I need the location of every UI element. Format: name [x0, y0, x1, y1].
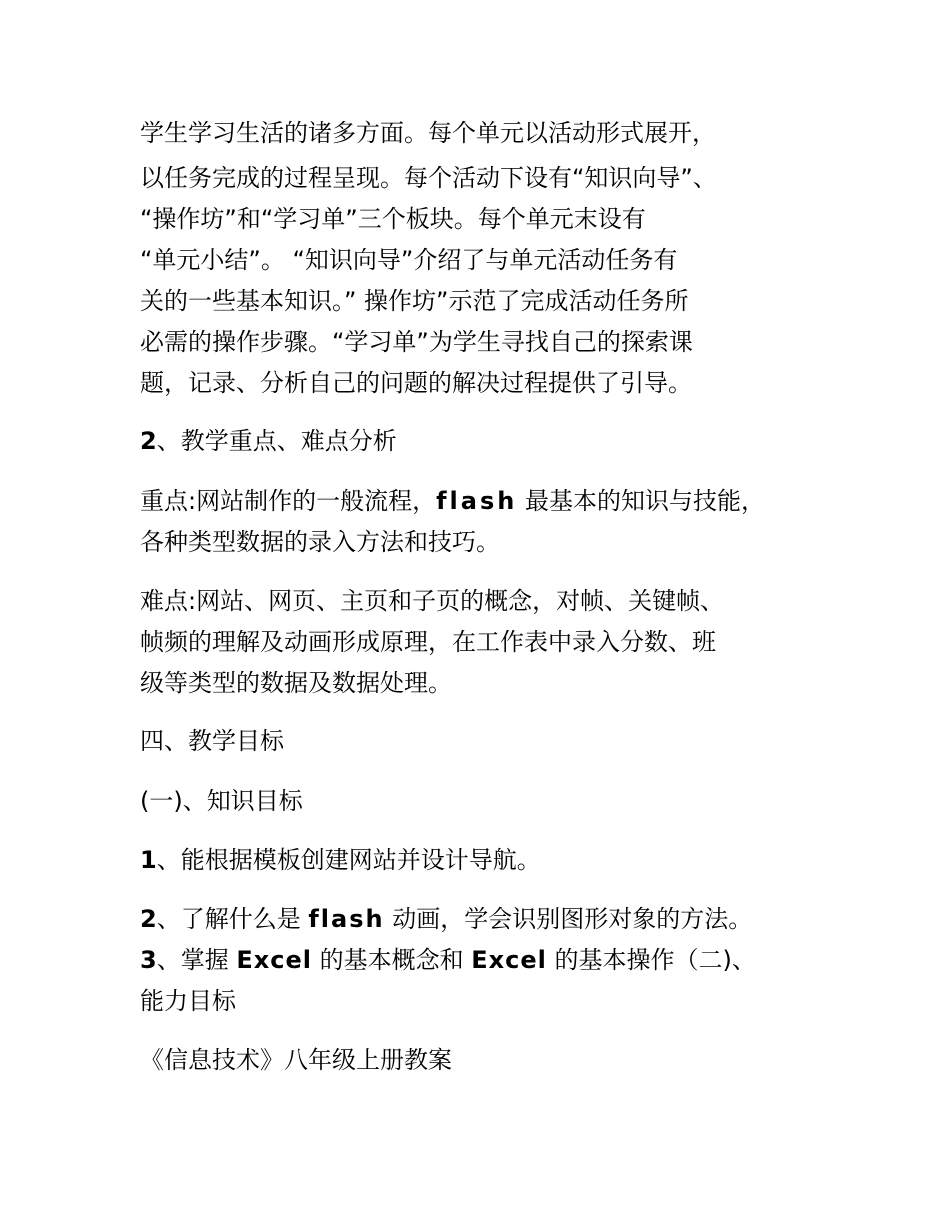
flash-term: flash: [308, 905, 385, 933]
goal-item-3: [140, 948, 756, 972]
goal-text-cont: 动画，学会识别图形对象的方法。: [384, 905, 753, 933]
intro-line-1: 学生学习生活的诸多方面。每个单元以活动形式展开，: [140, 119, 716, 147]
difficulties-line-2: 帧频的理解及动画形成原理，在工作表中录入分数、班: [140, 628, 716, 656]
goal-text: 、了解什么是: [156, 905, 309, 933]
intro-line-3: “操作坊”和“学习单”三个板块。每个单元末设有: [140, 205, 646, 233]
excel-term: Excel: [236, 946, 312, 974]
subsection-heading-knowledge: (一)、知识目标: [140, 787, 303, 815]
flash-term: flash: [436, 487, 518, 515]
goal-number: 3: [140, 946, 157, 974]
difficulties-line-1: 难点:网站、网页、主页和子页的概念，对帧、关键帧、: [140, 587, 725, 615]
goal-text: 、能根据模板创建网站并设计导航。: [156, 846, 541, 874]
intro-line-4: “单元小结”。 “知识向导”介绍了与单元活动任务有: [140, 246, 678, 274]
key-points-text: 重点:网站制作的一般流程，: [140, 487, 437, 515]
excel-term-2: Excel: [471, 946, 547, 974]
ability-goal-heading: 能力目标: [140, 987, 236, 1015]
intro-line-2: 以任务完成的过程呈现。每个活动下设有“知识向导”、: [140, 164, 717, 192]
document-footer-title: 《信息技术》八年级上册教案: [140, 1046, 452, 1074]
section-heading-text: 、教学重点、难点分析: [156, 427, 397, 455]
intro-line-7: 题，记录、分析自己的问题的解决过程提供了引导。: [140, 369, 692, 397]
key-points-line-2: 各种类型数据的录入方法和技巧。: [140, 528, 500, 556]
goal-item-2: [140, 907, 752, 931]
difficulties-line-3: 级等类型的数据及数据处理。: [140, 669, 452, 697]
goal-number: 1: [140, 846, 157, 874]
goal-text-mid: 的基本概念和: [311, 946, 472, 974]
section-number: 2: [140, 427, 157, 455]
key-points-line-1: [140, 489, 765, 513]
intro-line-6: 必需的操作步骤。“学习单”为学生寻找自己的探索课: [140, 328, 693, 356]
intro-line-5: 关的一些基本知识。” 操作坊”示范了完成活动任务所: [140, 287, 689, 315]
key-points-text-cont: 最基本的知识与技能，: [517, 487, 765, 515]
goal-text: 、掌握: [156, 946, 237, 974]
section-heading-goals: 四、教学目标: [140, 727, 284, 755]
section-heading-key-points: [140, 429, 397, 453]
goal-item-1: [140, 848, 541, 872]
goal-number: 2: [140, 905, 157, 933]
goal-text-end: 的基本操作（二)、: [546, 946, 756, 974]
